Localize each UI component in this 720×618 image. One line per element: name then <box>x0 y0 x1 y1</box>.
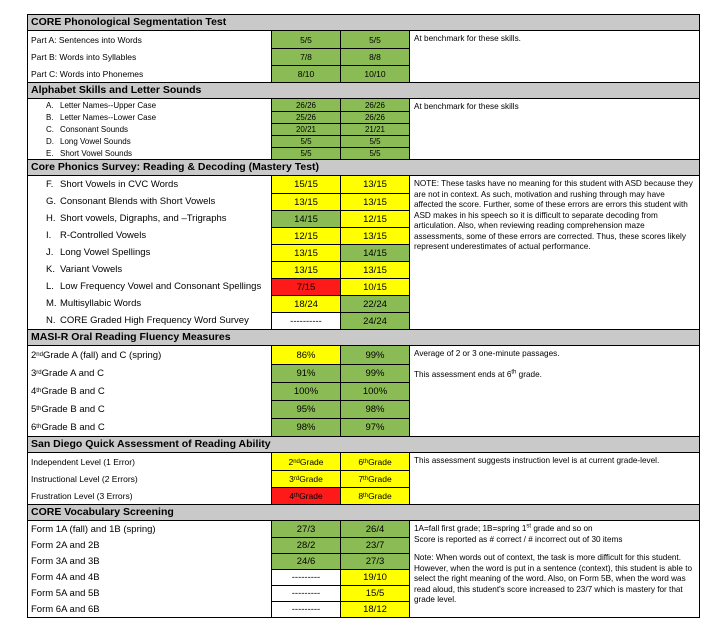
note-text: Average of 2 or 3 one-minute passages. <box>414 349 560 358</box>
score-second: 19/10 <box>341 569 410 585</box>
section-body <box>28 521 699 617</box>
score-second: 99% <box>341 364 410 382</box>
score-second: 26/26 <box>341 111 410 123</box>
table-row <box>28 487 410 504</box>
row-label: Form 3A and 3B <box>28 553 272 569</box>
row-label: Part A: Sentences into Words <box>28 31 272 48</box>
section-body <box>28 99 699 160</box>
score-first: 91% <box>272 364 341 382</box>
table-row <box>28 99 410 111</box>
score-second: 5/5 <box>341 31 410 48</box>
score-first: 5/5 <box>272 31 341 48</box>
score-second: 18/12 <box>341 601 410 617</box>
table-row <box>28 111 410 123</box>
row-label: Form 1A (fall) and 1B (spring) <box>28 521 272 537</box>
score-first: --------- <box>272 601 341 617</box>
row-label: G. Consonant Blends with Short Vowels <box>28 193 272 210</box>
score-second: 24/24 <box>341 312 410 329</box>
score-first: 7/15 <box>272 278 341 295</box>
table-row <box>28 48 410 65</box>
table-row <box>28 135 410 147</box>
section-title: CORE Phonological Segmentation Test <box>28 15 699 31</box>
table-row <box>28 176 410 193</box>
score-first: 7/8 <box>272 48 341 65</box>
table-row <box>28 382 410 400</box>
note-text: This assessment ends at 6th grade. <box>414 368 542 379</box>
row-label: 5 th Grade B and C <box>28 400 272 418</box>
score-second: 6 th Grade <box>341 453 410 470</box>
section-note <box>410 31 699 82</box>
section-body <box>28 31 699 83</box>
table-row <box>28 261 410 278</box>
row-label: Form 4A and 4B <box>28 569 272 585</box>
section-note <box>410 176 699 329</box>
score-second: 26/26 <box>341 99 410 111</box>
score-first: 12/15 <box>272 227 341 244</box>
row-label: I. R-Controlled Vowels <box>28 227 272 244</box>
score-first: 27/3 <box>272 521 341 537</box>
row-label: J. Long Vowel Spellings <box>28 244 272 261</box>
section-note <box>410 99 699 159</box>
score-first: 14/15 <box>272 210 341 227</box>
section-title: San Diego Quick Assessment of Reading Ability <box>28 437 699 453</box>
table-row <box>28 346 410 364</box>
score-second: 5/5 <box>341 135 410 147</box>
score-first: 26/26 <box>272 99 341 111</box>
row-label: F. Short Vowels in CVC Words <box>28 176 272 193</box>
score-first: 3 rd Grade <box>272 470 341 487</box>
section-note <box>410 521 699 617</box>
score-second: 8 th Grade <box>341 487 410 504</box>
table-row <box>28 569 410 585</box>
score-second: 10/10 <box>341 65 410 82</box>
row-label: B. Letter Names--Lower Case <box>28 111 272 123</box>
row-label: Independent Level (1 Error) <box>28 453 272 470</box>
note-text: NOTE: These tasks have no meaning for this student with ASD because they are not in context. As such, motivation and rushing through may have affected the score. Further, some of these errors are errors this student with ASD makes in his speech so it is difficult to separate decoding from articulation. Also, when reviewing reading comprehension maze assessments, some of these errors are corrected. Thus, these scores likely represent underestimates of actual performance. <box>414 179 693 251</box>
row-label: Form 6A and 6B <box>28 601 272 617</box>
row-label: D. Long Vowel Sounds <box>28 135 272 147</box>
score-first: 8/10 <box>272 65 341 82</box>
note-text: Score is reported as # correct / # incorrect out of 30 items <box>414 534 623 544</box>
note-text: At benchmark for these skills. <box>414 34 521 43</box>
row-label: 3 rd Grade A and C <box>28 364 272 382</box>
row-label: H. Short vowels, Digraphs, and –Trigraphs <box>28 210 272 227</box>
score-first: 13/15 <box>272 244 341 261</box>
table-row <box>28 400 410 418</box>
table-row <box>28 278 410 295</box>
row-label: C. Consonant Sounds <box>28 123 272 135</box>
assessment-table <box>27 14 700 618</box>
score-first: 13/15 <box>272 193 341 210</box>
score-second: 98% <box>341 400 410 418</box>
table-row <box>28 453 410 470</box>
table-row <box>28 553 410 569</box>
score-first: ---------- <box>272 312 341 329</box>
score-second: 13/15 <box>341 261 410 278</box>
row-label: 6 th Grade B and C <box>28 418 272 436</box>
table-row <box>28 364 410 382</box>
score-first: 5/5 <box>272 135 341 147</box>
score-second: 97% <box>341 418 410 436</box>
score-first: 86% <box>272 346 341 364</box>
row-label: Form 5A and 5B <box>28 585 272 601</box>
score-first: --------- <box>272 569 341 585</box>
table-row <box>28 418 410 436</box>
row-label: Form 2A and 2B <box>28 537 272 553</box>
table-row <box>28 295 410 312</box>
row-label: 4 th Grade B and C <box>28 382 272 400</box>
score-first: 15/15 <box>272 176 341 193</box>
score-first: 2 nd Grade <box>272 453 341 470</box>
score-first: 28/2 <box>272 537 341 553</box>
row-label: E. Short Vowel Sounds <box>28 147 272 159</box>
score-first: --------- <box>272 585 341 601</box>
row-label: Instructional Level (2 Errors) <box>28 470 272 487</box>
score-second: 14/15 <box>341 244 410 261</box>
score-second: 10/15 <box>341 278 410 295</box>
score-second: 13/15 <box>341 193 410 210</box>
score-first: 18/24 <box>272 295 341 312</box>
section-body <box>28 176 699 330</box>
row-label: Frustration Level (3 Errors) <box>28 487 272 504</box>
table-row <box>28 210 410 227</box>
table-row <box>28 312 410 329</box>
score-first: 24/6 <box>272 553 341 569</box>
row-label: M. Multisyllabic Words <box>28 295 272 312</box>
score-second: 26/4 <box>341 521 410 537</box>
note-text: 1A=fall first grade; 1B=spring 1st grade and so on <box>414 523 593 533</box>
score-second: 23/7 <box>341 537 410 553</box>
table-row <box>28 147 410 159</box>
section-note <box>410 346 699 436</box>
row-label: A. Letter Names--Upper Case <box>28 99 272 111</box>
row-label: Part C: Words into Phonemes <box>28 65 272 82</box>
row-label: 2 nd Grade A (fall) and C (spring) <box>28 346 272 364</box>
score-first: 20/21 <box>272 123 341 135</box>
score-second: 100% <box>341 382 410 400</box>
score-second: 13/15 <box>341 176 410 193</box>
section-title: CORE Vocabulary Screening <box>28 505 699 521</box>
table-row <box>28 537 410 553</box>
score-first: 25/26 <box>272 111 341 123</box>
score-second: 21/21 <box>341 123 410 135</box>
table-row <box>28 193 410 210</box>
section-title: Core Phonics Survey: Reading & Decoding (Mastery Test) <box>28 160 699 176</box>
score-first: 13/15 <box>272 261 341 278</box>
table-row <box>28 65 410 82</box>
note-text: At benchmark for these skills <box>414 102 519 111</box>
row-label: K. Variant Vowels <box>28 261 272 278</box>
table-row <box>28 585 410 601</box>
score-second: 22/24 <box>341 295 410 312</box>
score-second: 12/15 <box>341 210 410 227</box>
note-text: Note: When words out of context, the task is more difficult for this student. However, when the word is put in a sentence (context), this student is able to select the right meaning of the word. Also, on Form 5B, when the word was read aloud, this student's score increased to 23/7 which is mastery for that grade level. <box>414 553 693 604</box>
score-first: 5/5 <box>272 147 341 159</box>
table-row <box>28 244 410 261</box>
score-first: 98% <box>272 418 341 436</box>
section-note <box>410 453 699 504</box>
row-label: N. CORE Graded High Frequency Word Survey <box>28 312 272 329</box>
score-first: 95% <box>272 400 341 418</box>
section-body <box>28 346 699 437</box>
score-first: 100% <box>272 382 341 400</box>
score-second: 13/15 <box>341 227 410 244</box>
note-text: This assessment suggests instruction level is at current grade-level. <box>414 456 660 465</box>
score-second: 7 th Grade <box>341 470 410 487</box>
table-row <box>28 601 410 617</box>
table-row <box>28 123 410 135</box>
table-row <box>28 470 410 487</box>
row-label: L. Low Frequency Vowel and Consonant Spellings <box>28 278 272 295</box>
section-body <box>28 453 699 505</box>
score-second: 8/8 <box>341 48 410 65</box>
section-title: MASI-R Oral Reading Fluency Measures <box>28 330 699 346</box>
score-first: 4 th Grade <box>272 487 341 504</box>
table-row <box>28 227 410 244</box>
section-title: Alphabet Skills and Letter Sounds <box>28 83 699 99</box>
row-label: Part B: Words into Syllables <box>28 48 272 65</box>
table-row <box>28 521 410 537</box>
score-second: 15/5 <box>341 585 410 601</box>
score-second: 27/3 <box>341 553 410 569</box>
score-second: 99% <box>341 346 410 364</box>
table-row <box>28 31 410 48</box>
score-second: 5/5 <box>341 147 410 159</box>
